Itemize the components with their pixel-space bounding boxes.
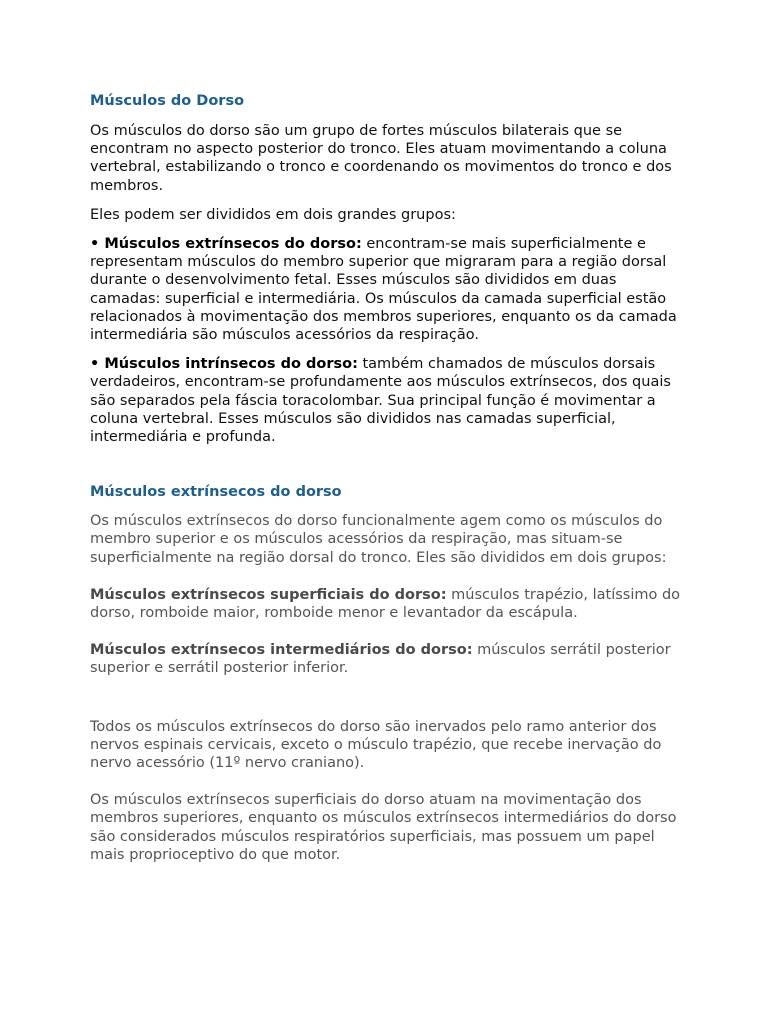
paragraph-extrinsecos-intro: Os músculos extrínsecos do dorso funcionalmente agem como os músculos do membro superior e os músculos acessórios da respiração, mas situam-se superficialmente na região dorsal do tronco. Eles são divididos em dois grupos: — [90, 513, 667, 566]
section-title-musculos-extrinsecos: Músculos extrínsecos do dorso — [90, 484, 342, 501]
list-item-extrinsecos-label: • Músculos extrínsecos do dorso: — [90, 236, 362, 253]
paragraph-intermediarios-label: Músculos extrínsecos intermediários do dorso: — [90, 642, 473, 659]
paragraph-intermediarios — [90, 641, 686, 677]
list-item-extrinsecos — [90, 235, 686, 344]
list-item-extrinsecos-text: encontram-se mais superficialmente e representam músculos do membro superior que migraram para a região dorsal durante o desenvolvimento fetal. Esses músculos são divididos em duas camadas: superficial e intermediária. Os músculos da camada superficial estão relacionados à movimentação dos membros superiores, enquanto os da camada intermediária são músculos acessórios da respiração. — [90, 236, 677, 344]
paragraph-groups: Eles podem ser divididos em dois grandes grupos: — [90, 206, 456, 223]
document-page — [90, 92, 686, 864]
section-title-musculos-do-dorso: Músculos do Dorso — [90, 93, 245, 109]
paragraph-superficiais — [90, 586, 686, 622]
paragraph-intermediarios-text: músculos serrátil posterior superior e serrátil posterior inferior. — [90, 642, 671, 677]
paragraph-superficiais-text: músculos trapézio, latíssimo do dorso, romboide maior, romboide menor e levantador da escápula. — [90, 586, 681, 622]
list-item-intrinsecos-text: também chamados de músculos dorsais verdadeiros, encontram-se profundamente aos músculos extrínsecos, dos quais são separados pela fáscia toracolombar. Sua principal função é movimentar a coluna vertebral. Esses músculos são divididos nas camadas superficial, intermediária e profunda. — [90, 356, 671, 446]
paragraph-funcao: Os músculos extrínsecos superficiais do dorso atuam na movimentação dos membros superiores, enquanto os músculos extrínsecos intermediários do dorso são considerados músculos respiratórios superficiais, mas possuem um papel mais proprioceptivo do que motor. — [90, 792, 677, 863]
list-item-intrinsecos — [90, 355, 686, 446]
paragraph-intro: Os músculos do dorso são um grupo de fortes músculos bilaterais que se encontram no aspecto posterior do tronco. Eles atuam movimentando a coluna vertebral, estabilizando o tronco e coordenando os movimentos do tronco e dos membros. — [90, 123, 672, 194]
paragraph-inervacao: Todos os músculos extrínsecos do dorso são inervados pelo ramo anterior dos nervos espinais cervicais, exceto o músculo trapézio, que recebe inervação do nervo acessório (11º nervo craniano). — [90, 718, 662, 772]
paragraph-superficiais-label: Músculos extrínsecos superficiais do dorso: — [90, 586, 447, 603]
list-item-intrinsecos-label: • Músculos intrínsecos do dorso: — [90, 356, 358, 373]
